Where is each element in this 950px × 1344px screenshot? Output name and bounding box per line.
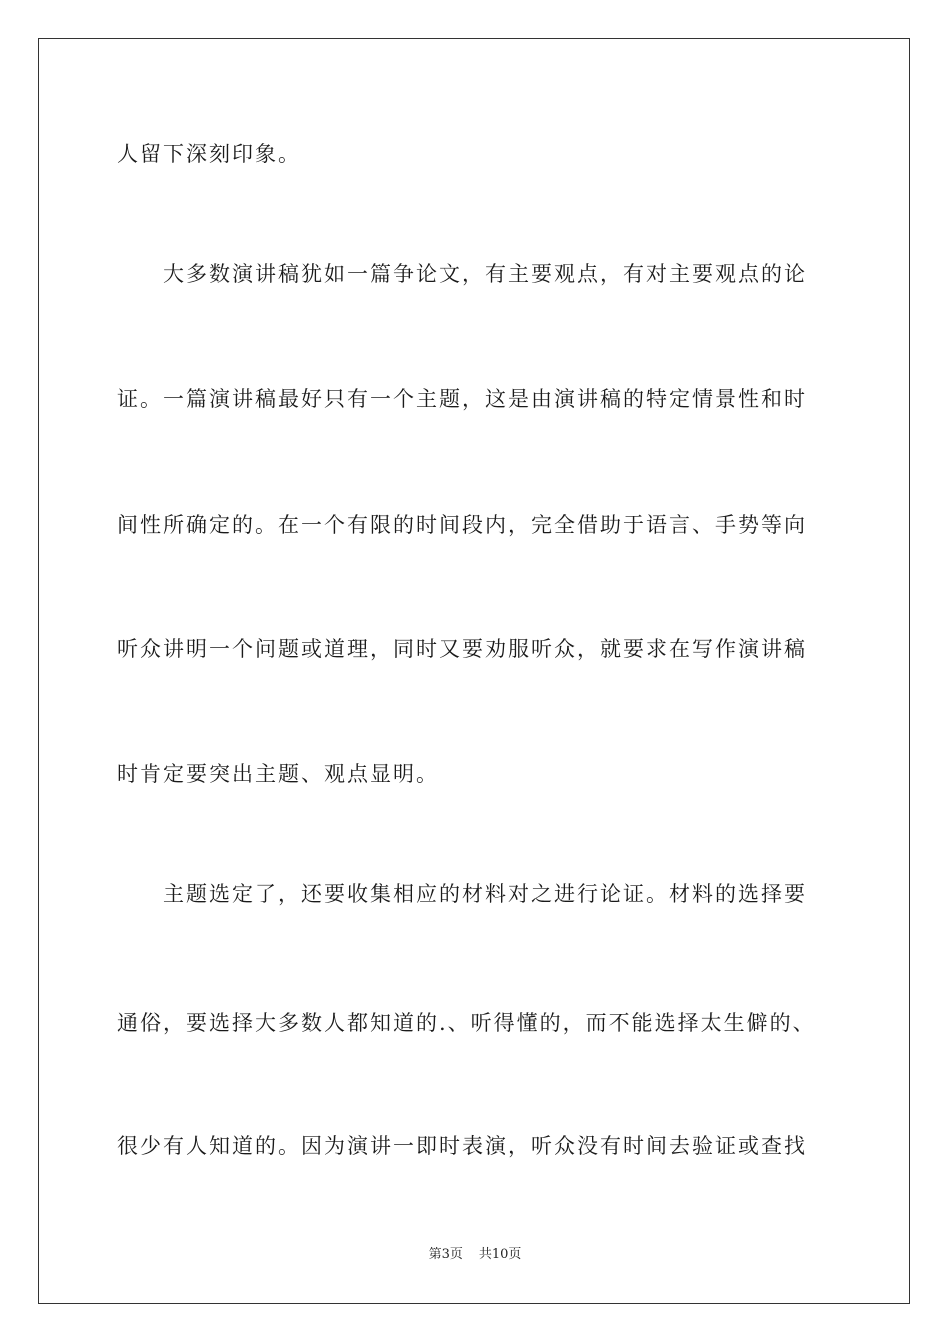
paragraph-start-line: 主题选定了，还要收集相应的材料对之进行论证。材料的选择要 [163, 882, 807, 906]
text-line: 证。一篇演讲稿最好只有一个主题，这是由演讲稿的特定情景性和时 [117, 387, 807, 411]
paragraph-start-line: 大多数演讲稿犹如一篇争论文，有主要观点，有对主要观点的论 [163, 262, 807, 286]
text-line: 间性所确定的。在一个有限的时间段内，完全借助于语言、手势等向 [117, 513, 807, 537]
total-pages: 共10页 [478, 1247, 522, 1262]
text-line: 人留下深刻印象。 [117, 142, 301, 166]
text-line: 听众讲明一个问题或道理，同时又要劝服听众，就要求在写作演讲稿 [117, 637, 807, 661]
text-line: 时肯定要突出主题、观点显明。 [117, 762, 439, 786]
page-number: 第3页 [428, 1247, 463, 1262]
text-line: 很少有人知道的。因为演讲一即时表演，听众没有时间去验证或查找 [117, 1134, 807, 1158]
page-footer [0, 1246, 950, 1264]
page-border [38, 38, 910, 1304]
text-line: 通俗，要选择大多数人都知道的.、听得懂的，而不能选择太生僻的、 [117, 1011, 816, 1035]
